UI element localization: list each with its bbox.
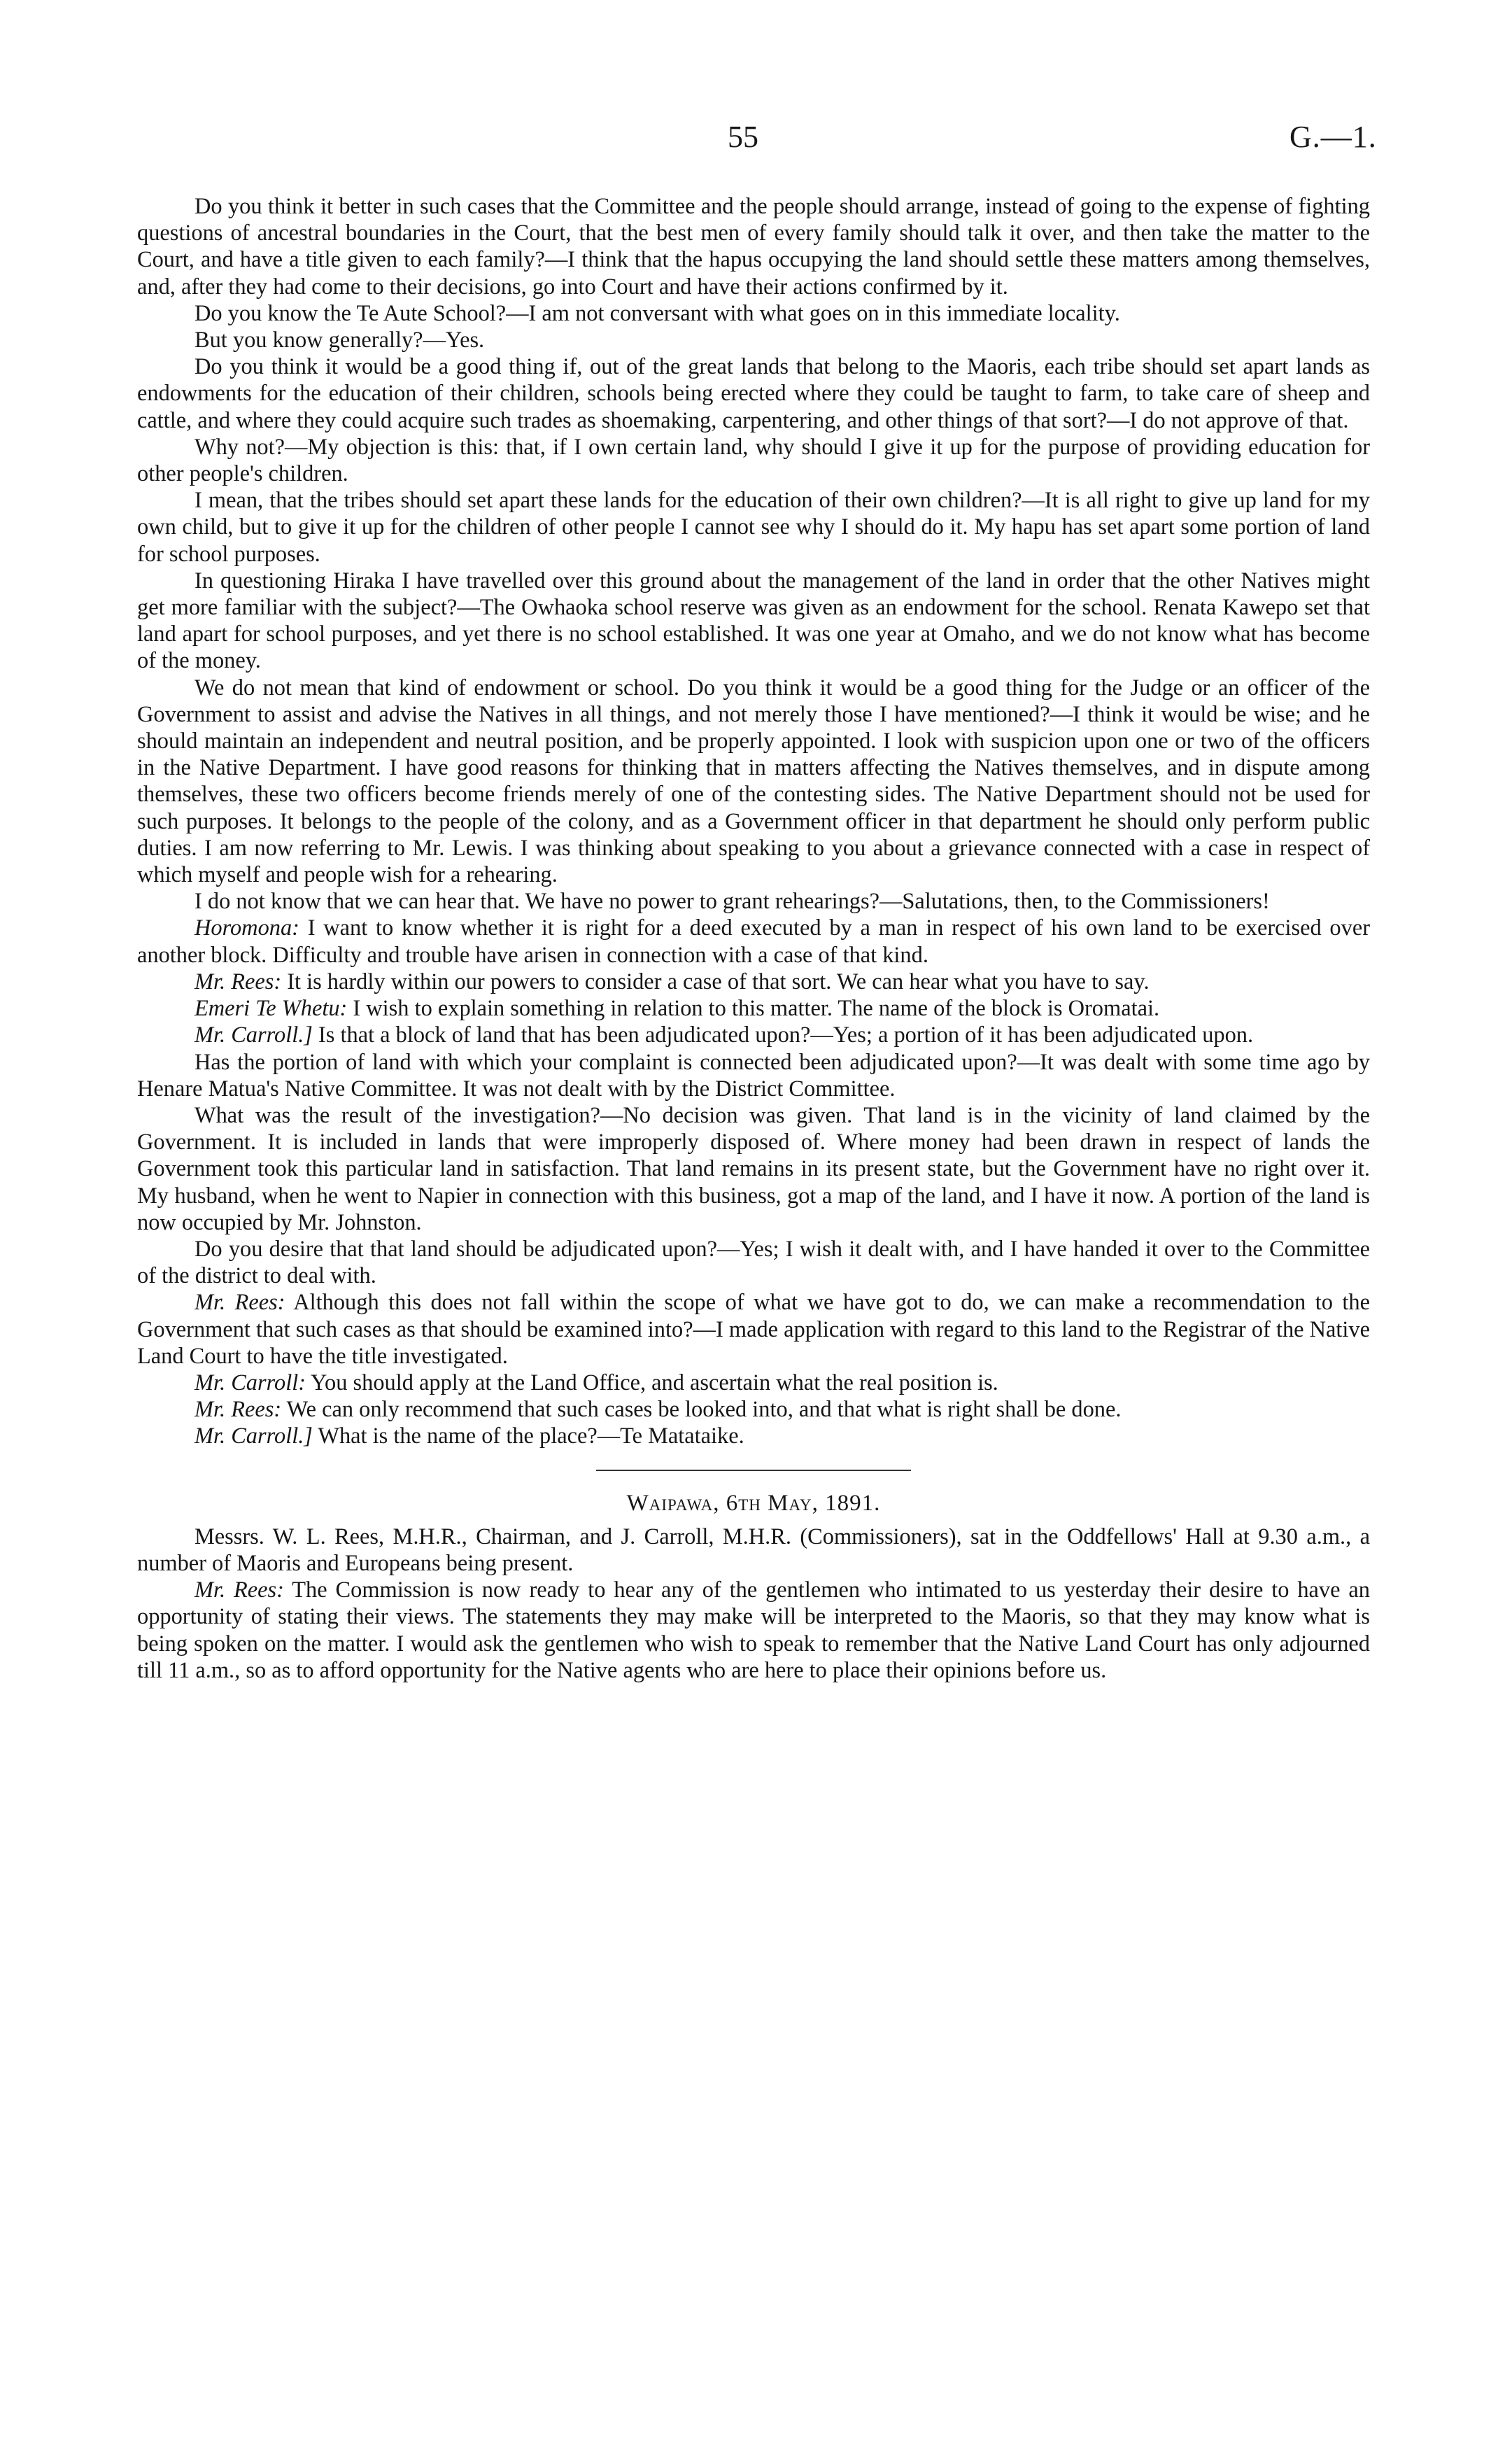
- paragraph: [137, 1370, 1370, 1396]
- paragraph-text: Is that a block of land that has been adjudicated upon?—Yes; a portion of it has been adjudicated upon.: [312, 1022, 1254, 1048]
- body-text: [137, 193, 1370, 1684]
- speaker-name: Mr. Carroll.]: [195, 1423, 313, 1449]
- paragraph-text: I mean, that the tribes should set apart these lands for the education of their own children?—It is all right to give up land for my own child, but to give it up for the children of other people I cannot see why I should do it. My hapu has set apart some portion of land for school purposes.: [137, 488, 1370, 567]
- main-paragraphs: [137, 193, 1370, 1450]
- paragraph-text: Do you think it better in such cases that the Committee and the people should arrange, instead of going to the expense of fighting questions of ancestral boundaries in the Court, that the best men of every family should talk it over, and then take the matter to the Court, and have a title given to each family?—I think that the hapus occupying the land should settle these matters among themselves, and, after they had come to their decisions, go into Court and have their actions confirmed by it.: [137, 194, 1370, 300]
- paragraph: [137, 487, 1370, 568]
- document-reference: G.—1.: [1290, 120, 1377, 154]
- paragraph-text: Do you desire that that land should be adjudicated upon?—Yes; I wish it dealt with, and I have handed it over to the Committee of the district to deal with.: [137, 1236, 1370, 1289]
- speaker-name: Mr. Carroll.]: [195, 1022, 313, 1048]
- paragraph-text: Why not?—My objection is this: that, if I own certain land, why should I give it up for the purpose of providing education for other people's children.: [137, 434, 1370, 487]
- paragraph: [137, 1236, 1370, 1289]
- speaker-name: Mr. Carroll:: [195, 1370, 306, 1395]
- page-header: [0, 119, 1512, 161]
- paragraph: [137, 1577, 1370, 1684]
- paragraph: [137, 568, 1370, 675]
- paragraph-text: I want to know whether it is right for a deed executed by a man in respect of his own land to be exercised over another block. Difficulty and trouble have arisen in connection with a case of that kind.: [137, 915, 1370, 968]
- paragraph-text: It is hardly within our powers to consider a case of that sort. We can hear what you have to say.: [281, 969, 1150, 994]
- paragraph-text: Do you know the Te Aute School?—I am not conversant with what goes on in this immediate locality.: [195, 300, 1120, 326]
- paragraph-text: But you know generally?—Yes.: [195, 328, 485, 353]
- paragraph: [137, 327, 1370, 353]
- paragraph: [137, 1423, 1370, 1449]
- paragraph-text: We do not mean that kind of endowment or school. Do you think it would be a good thing for the Judge or an officer of the Government to assist and advise the Natives in all things, and not merely those I have mentioned?—I think it would be wise; and he should maintain an independent and neutral position, and be properly appointed. I look with suspicion upon one or two of the officers in the Native Department. I have good reasons for thinking that in matters affecting the Natives themselves, and in dispute among themselves, these two officers become friends merely of one of the contesting sides. The Native Department should not be used for such purposes. It belongs to the people of the colony, and as a Government officer in that department he should only perform public duties. I am now referring to Mr. Lewis. I was thinking about speaking to you about a grievance connected with a case in respect of which myself and people wish for a rehearing.: [137, 675, 1370, 888]
- paragraph: [137, 1396, 1370, 1423]
- paragraph-text: You should apply at the Land Office, and ascertain what the real position is.: [305, 1370, 998, 1395]
- speaker-name: Emeri Te Whetu:: [195, 996, 348, 1022]
- paragraph: [137, 300, 1370, 327]
- speaker-name: Horomona:: [195, 915, 299, 941]
- section-dateline: Waipawa, 6th May, 1891.: [626, 1490, 881, 1516]
- paragraph: [137, 915, 1370, 968]
- speaker-name: Mr. Rees:: [195, 1397, 282, 1423]
- paragraph-text: The Commission is now ready to hear any of the gentlemen who intimated to us yesterday their desire to have an opportunity of stating their views. The statements they may make will be interpreted to the Maoris, so that they may know what is being spoken on the matter. I would ask the gentlemen who wish to speak to remember that the Native Land Court has only adjourned till 11 a.m., so as to afford opportunity for the Native agents who are here to place their opinions before us.: [137, 1577, 1370, 1683]
- paragraph: [137, 1289, 1370, 1370]
- speaker-name: Mr. Rees:: [195, 1290, 285, 1316]
- paragraph-text: What is the name of the place?—Te Matataike.: [312, 1423, 744, 1449]
- paragraph: [137, 353, 1370, 434]
- paragraph-text: In questioning Hiraka I have travelled over this ground about the management of the land in order that the other Natives might get more familiar with the subject?—The Owhaoka school reserve was given as an endowment for the school. Renata Kawepo set that land apart for school purposes, and yet there is no school established. It was one year at Omaho, and we do not know what has become of the money.: [137, 568, 1370, 674]
- paragraph: [137, 969, 1370, 995]
- paragraph: [137, 675, 1370, 889]
- section-paragraphs: [137, 1524, 1370, 1684]
- paragraph-text: I do not know that we can hear that. We have no power to grant rehearings?—Salutations, then, to the Commissioners!: [195, 889, 1270, 915]
- paragraph-text: We can only recommend that such cases be looked into, and that what is right shall be done.: [281, 1397, 1122, 1423]
- paragraph: [137, 995, 1370, 1022]
- paragraph: [137, 888, 1370, 915]
- paragraph-text: Messrs. W. L. Rees, M.H.R., Chairman, and J. Carroll, M.H.R. (Commissioners), sat in the Oddfellows' Hall at 9.30 a.m., a number of Maoris and Europeans being present.: [137, 1524, 1370, 1576]
- paragraph-text: What was the result of the investigation?—No decision was given. That land is in the vicinity of land claimed by the Government. It is included in lands that were improperly disposed of. Where money had been drawn in respect of lands the Government took this particular land in satisfaction. That land remains in its present state, but the Government have no right over it. My husband, when he went to Napier in connection with this business, got a map of the land, and I have it now. A portion of the land is now occupied by Mr. Johnston.: [137, 1102, 1370, 1235]
- paragraph: [137, 1102, 1370, 1236]
- paragraph-text: I wish to explain something in relation to this matter. The name of the block is Oromatai.: [347, 996, 1160, 1022]
- paragraph-text: Do you think it would be a good thing if, out of the great lands that belong to the Maoris, each tribe should set apart lands as endowments for the education of their children, schools being erected where they could be taught to farm, to take care of sheep and cattle, and where they could acquire such trades as shoemaking, carpentering, and other things of that sort?—I do not approve of that.: [137, 354, 1370, 433]
- speaker-name: Mr. Rees:: [195, 969, 282, 994]
- speaker-name: Mr. Rees:: [195, 1577, 284, 1603]
- paragraph: [137, 1022, 1370, 1048]
- paragraph: [137, 1524, 1370, 1577]
- paragraph: [137, 434, 1370, 487]
- paragraph-text: Has the portion of land with which your complaint is connected been adjudicated upon?—It was dealt with some time ago by Henare Matua's Native Committee. It was not dealt with by the District Committee.: [137, 1049, 1370, 1102]
- paragraph-text: Although this does not fall within the scope of what we have got to do, we can make a recommendation to the Government that such cases as that should be examined into?—I made application with regard to this land to the Registrar of the Native Land Court to have the title investigated.: [137, 1290, 1370, 1369]
- paragraph: [137, 1049, 1370, 1102]
- paragraph: [137, 193, 1370, 300]
- section-divider: [596, 1470, 911, 1471]
- page-number: 55: [728, 120, 758, 154]
